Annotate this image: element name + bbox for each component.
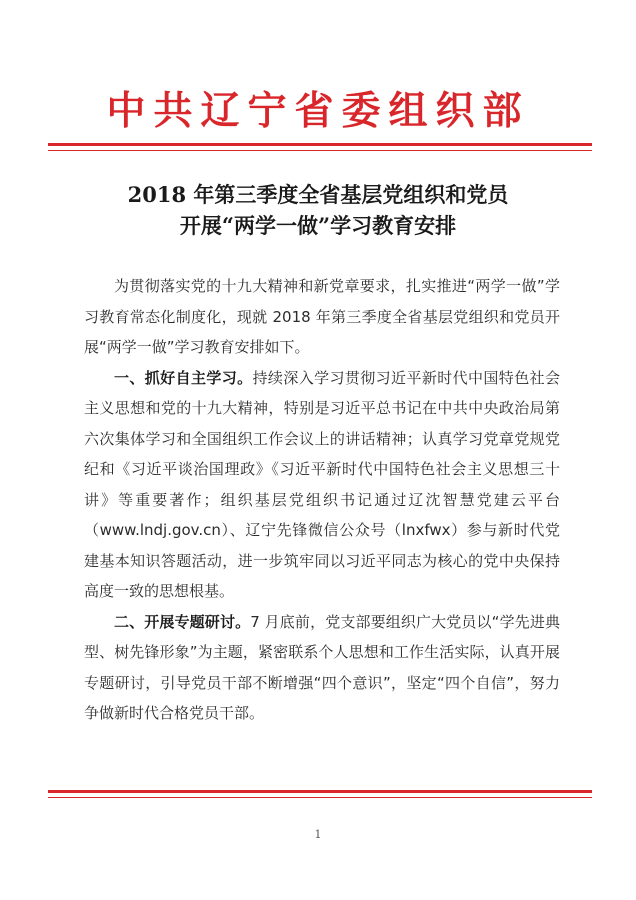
header-red-rule-thick [48,143,592,146]
section-body-1: 持续深入学习贯彻习近平新时代中国特色社会主义思想和党的十九大精神，特别是习近平总书记在中共中央政治局第六次集体学习和全国组织工作会议上的讲话精神；认真学习党章党规党纪和《习近平谈治国理政》《习近平新时代中国特色社会主义思想三十讲》等重要著作；组织基层党组织书记通过辽沈智慧党建云平台（www.lndj.gov.cn）、辽宁先锋微信公众号（lnxfwx）参与新时代党建基本知识答题活动，进一步筑牢同以习近平同志为核心的党中央保持高度一致的思想根基。 [84,368,560,600]
document-body [84,271,560,729]
page-number: 1 [314,828,322,841]
footer-red-rule-thin [48,797,592,798]
document-title-line-2: 开展“两学一做”学习教育安排 [179,213,457,238]
section-body-2: 7 月底前，党支部要组织广大党员以“学先进典型、树先锋形象”为主题，紧密联系个人思想和工作生活实际，认真开展专题研讨，引导党员干部不断增强“四个意识”，坚定“四个自信”，努力争做新时代合格党员干部。 [84,612,560,722]
footer-red-rule-thick [48,790,592,793]
header-red-rule-thin [48,150,592,151]
section-heading-2: 二、开展专题研讨。 [114,612,251,631]
issuing-organization-header: 中共辽宁省委组织部 [106,88,530,134]
section-paragraph-2 [84,607,560,729]
document-title-line-1: 2018 年第三季度全省基层党组织和党员 [127,182,509,207]
section-heading-1: 一、抓好自主学习。 [114,368,253,387]
section-paragraph-1 [84,363,560,607]
intro-paragraph: 为贯彻落实党的十九大精神和新党章要求，扎实推进“两学一做”学习教育常态化制度化，现就 2018 年第三季度全省基层党组织和党员开展“两学一做”学习教育安排如下。 [84,277,560,356]
